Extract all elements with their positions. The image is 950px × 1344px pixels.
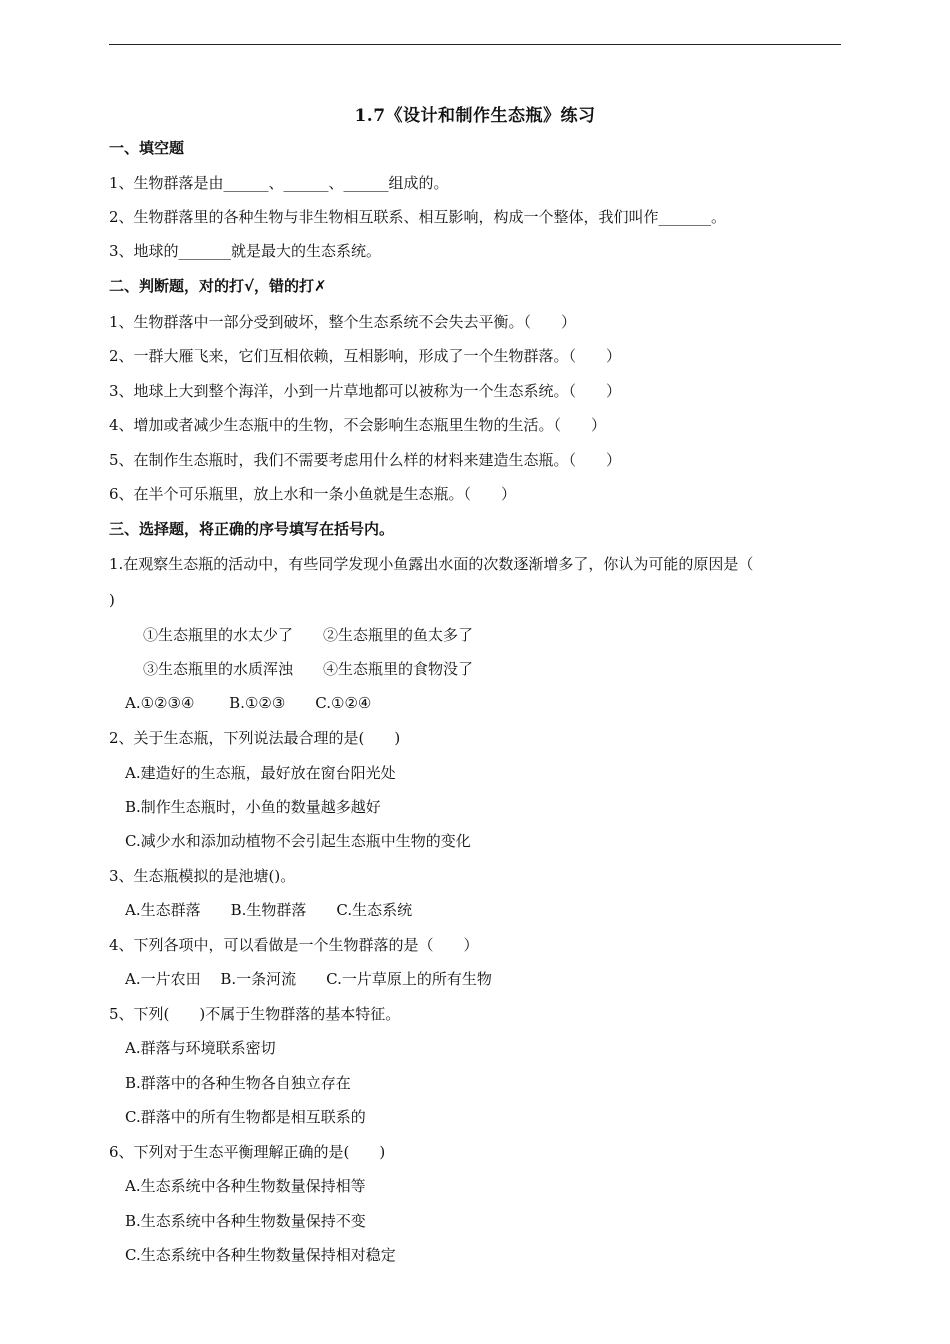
mc-question-3-choices: A.生态群落 B.生物群落 C.生态系统 <box>125 901 413 919</box>
fill-question-3: 3、地球的_______就是最大的生态系统。 <box>109 242 382 260</box>
mc-question-5-option-a: A.群落与环境联系密切 <box>125 1039 276 1057</box>
section-heading-fill-blank: 一、填空题 <box>109 139 185 157</box>
fill-question-2: 2、生物群落里的各种生物与非生物相互联系、相互影响，构成一个整体，我们叫作_______。 <box>109 208 727 226</box>
mc-question-4-choices: A.一片农田 B.一条河流 C.一片草原上的所有生物 <box>125 970 492 988</box>
mc-question-1-text: 1.在观察生态瓶的活动中，有些同学发现小鱼露出水面的次数逐渐增多了，你认为可能的原因是（ <box>109 555 754 573</box>
mc-question-3-text: 3、生态瓶模拟的是池塘()。 <box>109 867 296 885</box>
tf-question-2: 2、一群大雁飞来，它们互相依赖，互相影响，形成了一个生物群落。（ ） <box>109 347 622 365</box>
mc-question-1-options-row-2: ③生态瓶里的水质浑浊 ④生态瓶里的食物没了 <box>143 660 474 678</box>
mc-question-2-option-a: A.建造好的生态瓶，最好放在窗台阳光处 <box>125 764 396 782</box>
tf-question-1: 1、生物群落中一部分受到破坏，整个生态系统不会失去平衡。（ ） <box>109 313 577 331</box>
mc-question-5-text: 5、下列( )不属于生物群落的基本特征。 <box>109 1005 401 1023</box>
mc-question-6-option-a: A.生态系统中各种生物数量保持相等 <box>125 1177 366 1195</box>
mc-question-1-options-row-1: ①生态瓶里的水太少了 ②生态瓶里的鱼太多了 <box>143 626 474 644</box>
mc-question-6-option-b: B.生态系统中各种生物数量保持不变 <box>125 1212 366 1230</box>
mc-question-2-option-c: C.减少水和添加动植物不会引起生态瓶中生物的变化 <box>125 832 471 850</box>
mc-question-6-text: 6、下列对于生态平衡理解正确的是( ) <box>109 1143 386 1161</box>
section-heading-multiple-choice: 三、选择题，将正确的序号填写在括号内。 <box>109 520 395 538</box>
mc-question-2-text: 2、关于生态瓶，下列说法最合理的是( ) <box>109 729 401 747</box>
mc-question-5-option-b: B.群落中的各种生物各自独立存在 <box>125 1074 351 1092</box>
mc-question-1-choices: A.①②③④ B.①②③ C.①②④ <box>125 694 372 712</box>
tf-question-6: 6、在半个可乐瓶里，放上水和一条小鱼就是生态瓶。（ ） <box>109 485 517 503</box>
mc-question-2-option-b: B.制作生态瓶时，小鱼的数量越多越好 <box>125 798 381 816</box>
mc-question-5-option-c: C.群落中的所有生物都是相互联系的 <box>125 1108 366 1126</box>
mc-question-1-close: ) <box>109 591 115 609</box>
tf-question-4: 4、增加或者减少生态瓶中的生物，不会影响生态瓶里生物的生活。（ ） <box>109 416 607 434</box>
mc-question-4-text: 4、下列各项中，可以看做是一个生物群落的是（ ） <box>109 936 479 954</box>
page-title: 1.7《设计和制作生态瓶》练习 <box>354 106 596 126</box>
fill-question-1: 1、生物群落是由______、______、______组成的。 <box>109 174 449 192</box>
header-rule <box>109 44 841 45</box>
tf-question-3: 3、地球上大到整个海洋，小到一片草地都可以被称为一个生态系统。（ ） <box>109 382 622 400</box>
tf-question-5: 5、在制作生态瓶时，我们不需要考虑用什么样的材料来建造生态瓶。（ ） <box>109 451 622 469</box>
section-heading-true-false: 二、判断题，对的打√，错的打✗ <box>109 277 327 295</box>
mc-question-6-option-c: C.生态系统中各种生物数量保持相对稳定 <box>125 1246 396 1264</box>
